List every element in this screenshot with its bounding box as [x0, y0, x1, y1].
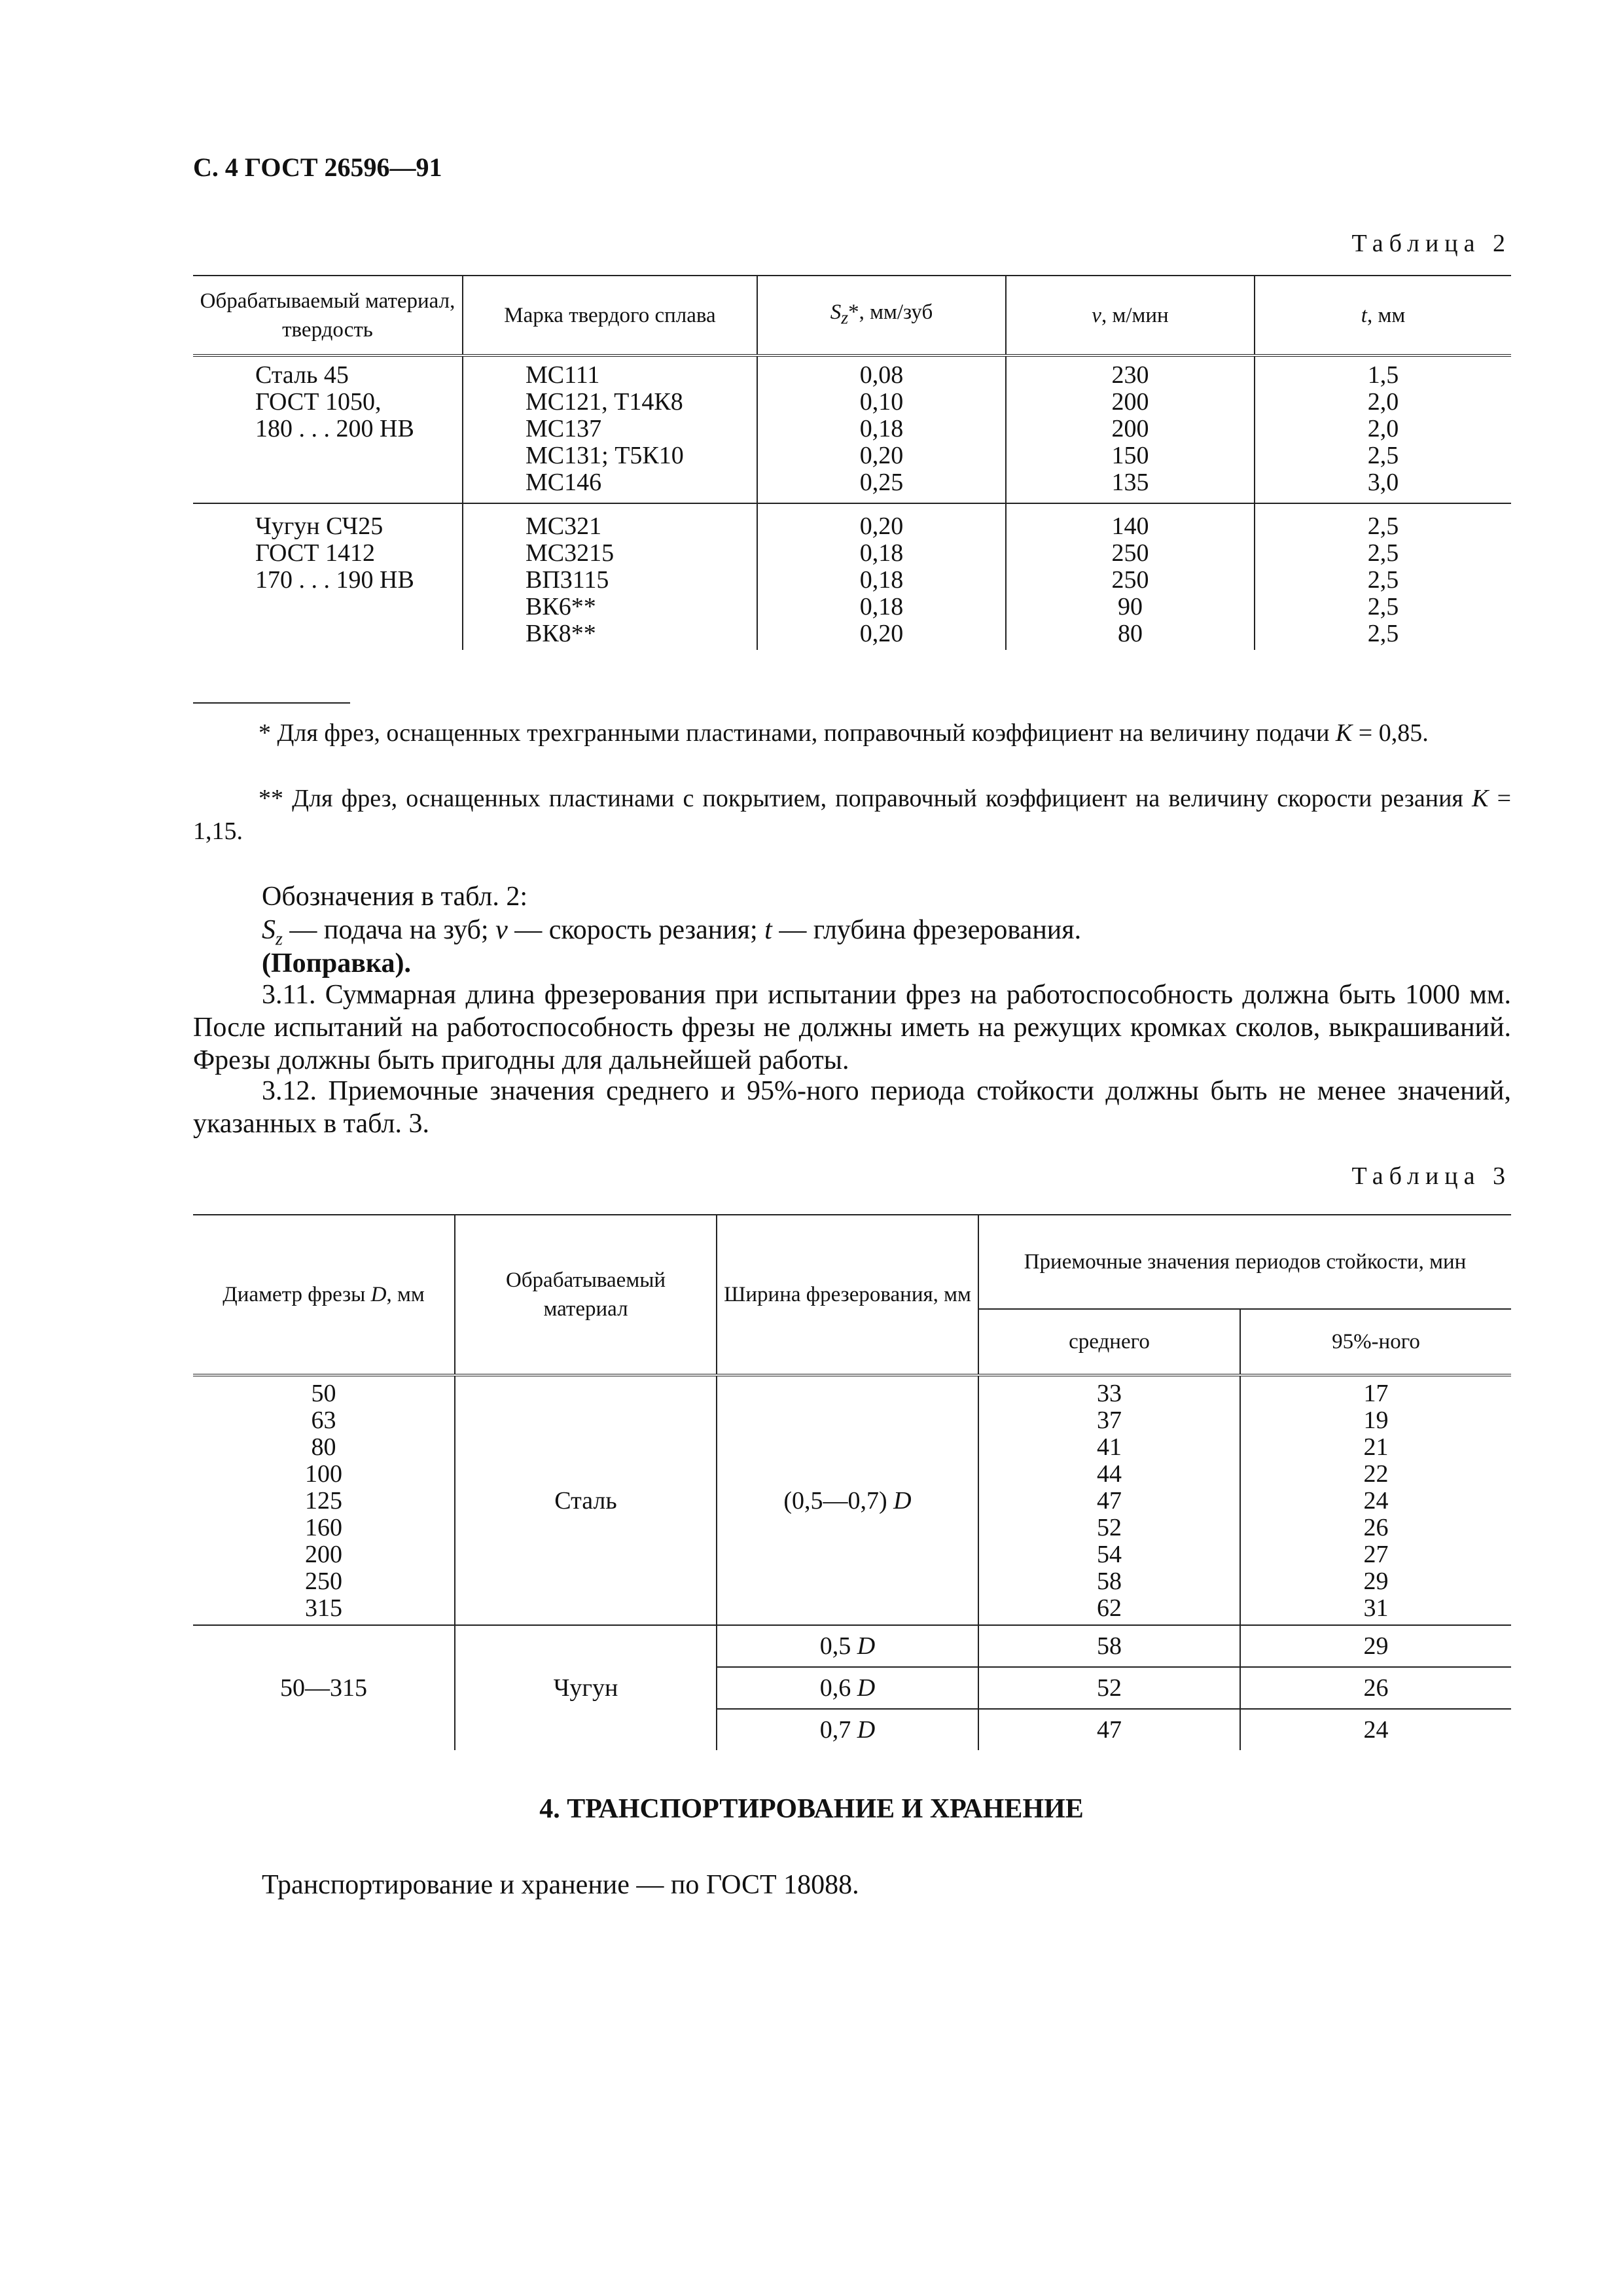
width-cell: 0,6 D [717, 1667, 978, 1709]
table-2-caption: Таблица 2 [1351, 230, 1511, 257]
depth-cell: 1,5 2,0 2,0 2,5 3,0 [1255, 355, 1511, 503]
table-3-header-row [193, 1215, 1511, 1309]
col-mean: среднего [978, 1309, 1240, 1375]
col-diameter: Диаметр фрезы D, мм [193, 1215, 455, 1375]
p95-cell: 29 [1240, 1625, 1511, 1667]
material-cell: Сталь 45 ГОСТ 1050, 180 . . . 200 НВ [255, 361, 414, 442]
feed-cell: 0,08 0,10 0,18 0,20 0,25 [757, 355, 1006, 503]
table-3-caption: Таблица 3 [1351, 1162, 1511, 1190]
notation-title: Обозначения в табл. 2: [262, 882, 528, 912]
mean-cell: 52 [978, 1667, 1240, 1709]
grade-cell: МС111 МС121, Т14К8 МС137 МС131; Т5К10 МС146 [463, 355, 757, 503]
width-cell: (0,5—0,7) D [717, 1375, 978, 1625]
p95-cell: 17 19 21 22 24 26 27 29 31 [1240, 1375, 1511, 1625]
col-material: Обрабатываемый материал [455, 1215, 717, 1375]
footnote-1: * Для фрез, оснащенных трехгранными пластинами, поправочный коэффициент на величину подачи K = 0,85. [259, 719, 1429, 747]
col-material: Обрабатываемый материал, твердость [193, 276, 463, 355]
speed-cell: 230 200 200 150 135 [1006, 355, 1255, 503]
mean-cell: 33 37 41 44 47 52 54 58 62 [978, 1375, 1240, 1625]
mean-cell: 47 [978, 1709, 1240, 1750]
col-grade: Марка твердого сплава [463, 276, 757, 355]
depth-cell: 2,5 2,5 2,5 2,5 2,5 [1255, 503, 1511, 650]
table-row [193, 355, 1511, 503]
table-2 [193, 275, 1511, 650]
correction-note: (Поправка). [262, 948, 411, 978]
section-4-heading: 4. ТРАНСПОРТИРОВАНИЕ И ХРАНЕНИЕ [539, 1794, 1084, 1824]
transport-paragraph: Транспортирование и хранение — по ГОСТ 18088. [262, 1870, 859, 1900]
col-acceptance: Приемочные значения периодов стойкости, мин [978, 1215, 1511, 1309]
page-header: С. 4 ГОСТ 26596—91 [193, 152, 442, 182]
material-cell: Чугун [455, 1625, 717, 1750]
notation-line: $S_z$ — подача на зуб; v — скорость резания; t — глубина фрезерования. [262, 915, 1082, 950]
table-row [193, 1375, 1511, 1625]
speed-cell: 140 250 250 90 80 [1006, 503, 1255, 650]
grade-cell: МС321 МС3215 ВП3115 ВК6** ВК8** [463, 503, 757, 650]
p95-cell: 26 [1240, 1667, 1511, 1709]
feed-cell: 0,20 0,18 0,18 0,18 0,20 [757, 503, 1006, 650]
footnote-2: ** Для фрез, оснащенных пластинами с покрытием, поправочный коэффициент на величину скорости резания K = 1,15. [193, 785, 1512, 845]
table-3 [193, 1214, 1511, 1750]
diameter-cell: 50 63 80 100 125 160 200 250 315 [305, 1380, 342, 1622]
col-depth: t, мм [1255, 276, 1511, 355]
col-width: Ширина фрезерования, мм [717, 1215, 978, 1375]
p95-cell: 24 [1240, 1709, 1511, 1750]
mean-cell: 58 [978, 1625, 1240, 1667]
material-cell: Сталь [455, 1375, 717, 1625]
paragraph-3-11: 3.11. Суммарная длина фрезерования при испытании фрез на работоспособность должна быть 1000 мм. После испытаний на работоспособность фрезы не должны иметь на режущих кромках сколов, выкрашиваний. Фрезы должны быть пригодны для дальнейшей работы. [193, 980, 1511, 1075]
col-speed: v, м/мин [1006, 276, 1255, 355]
footnote-divider [193, 702, 350, 704]
col-feed: $S_z*$, мм/зуб [757, 276, 1006, 355]
diameter-cell: 50—315 [193, 1625, 455, 1750]
material-cell: Чугун СЧ25 ГОСТ 1412 170 . . . 190 НВ [193, 503, 463, 650]
table-row [193, 503, 1511, 650]
width-cell: 0,5 D [717, 1625, 978, 1667]
col-95: 95%-ного [1240, 1309, 1511, 1375]
table-2-header-row [193, 276, 1511, 355]
width-cell: 0,7 D [717, 1709, 978, 1750]
table-row [193, 1625, 1511, 1667]
paragraph-3-12: 3.12. Приемочные значения среднего и 95%-ного периода стойкости должны быть не менее значений, указанных в табл. 3. [193, 1076, 1511, 1139]
